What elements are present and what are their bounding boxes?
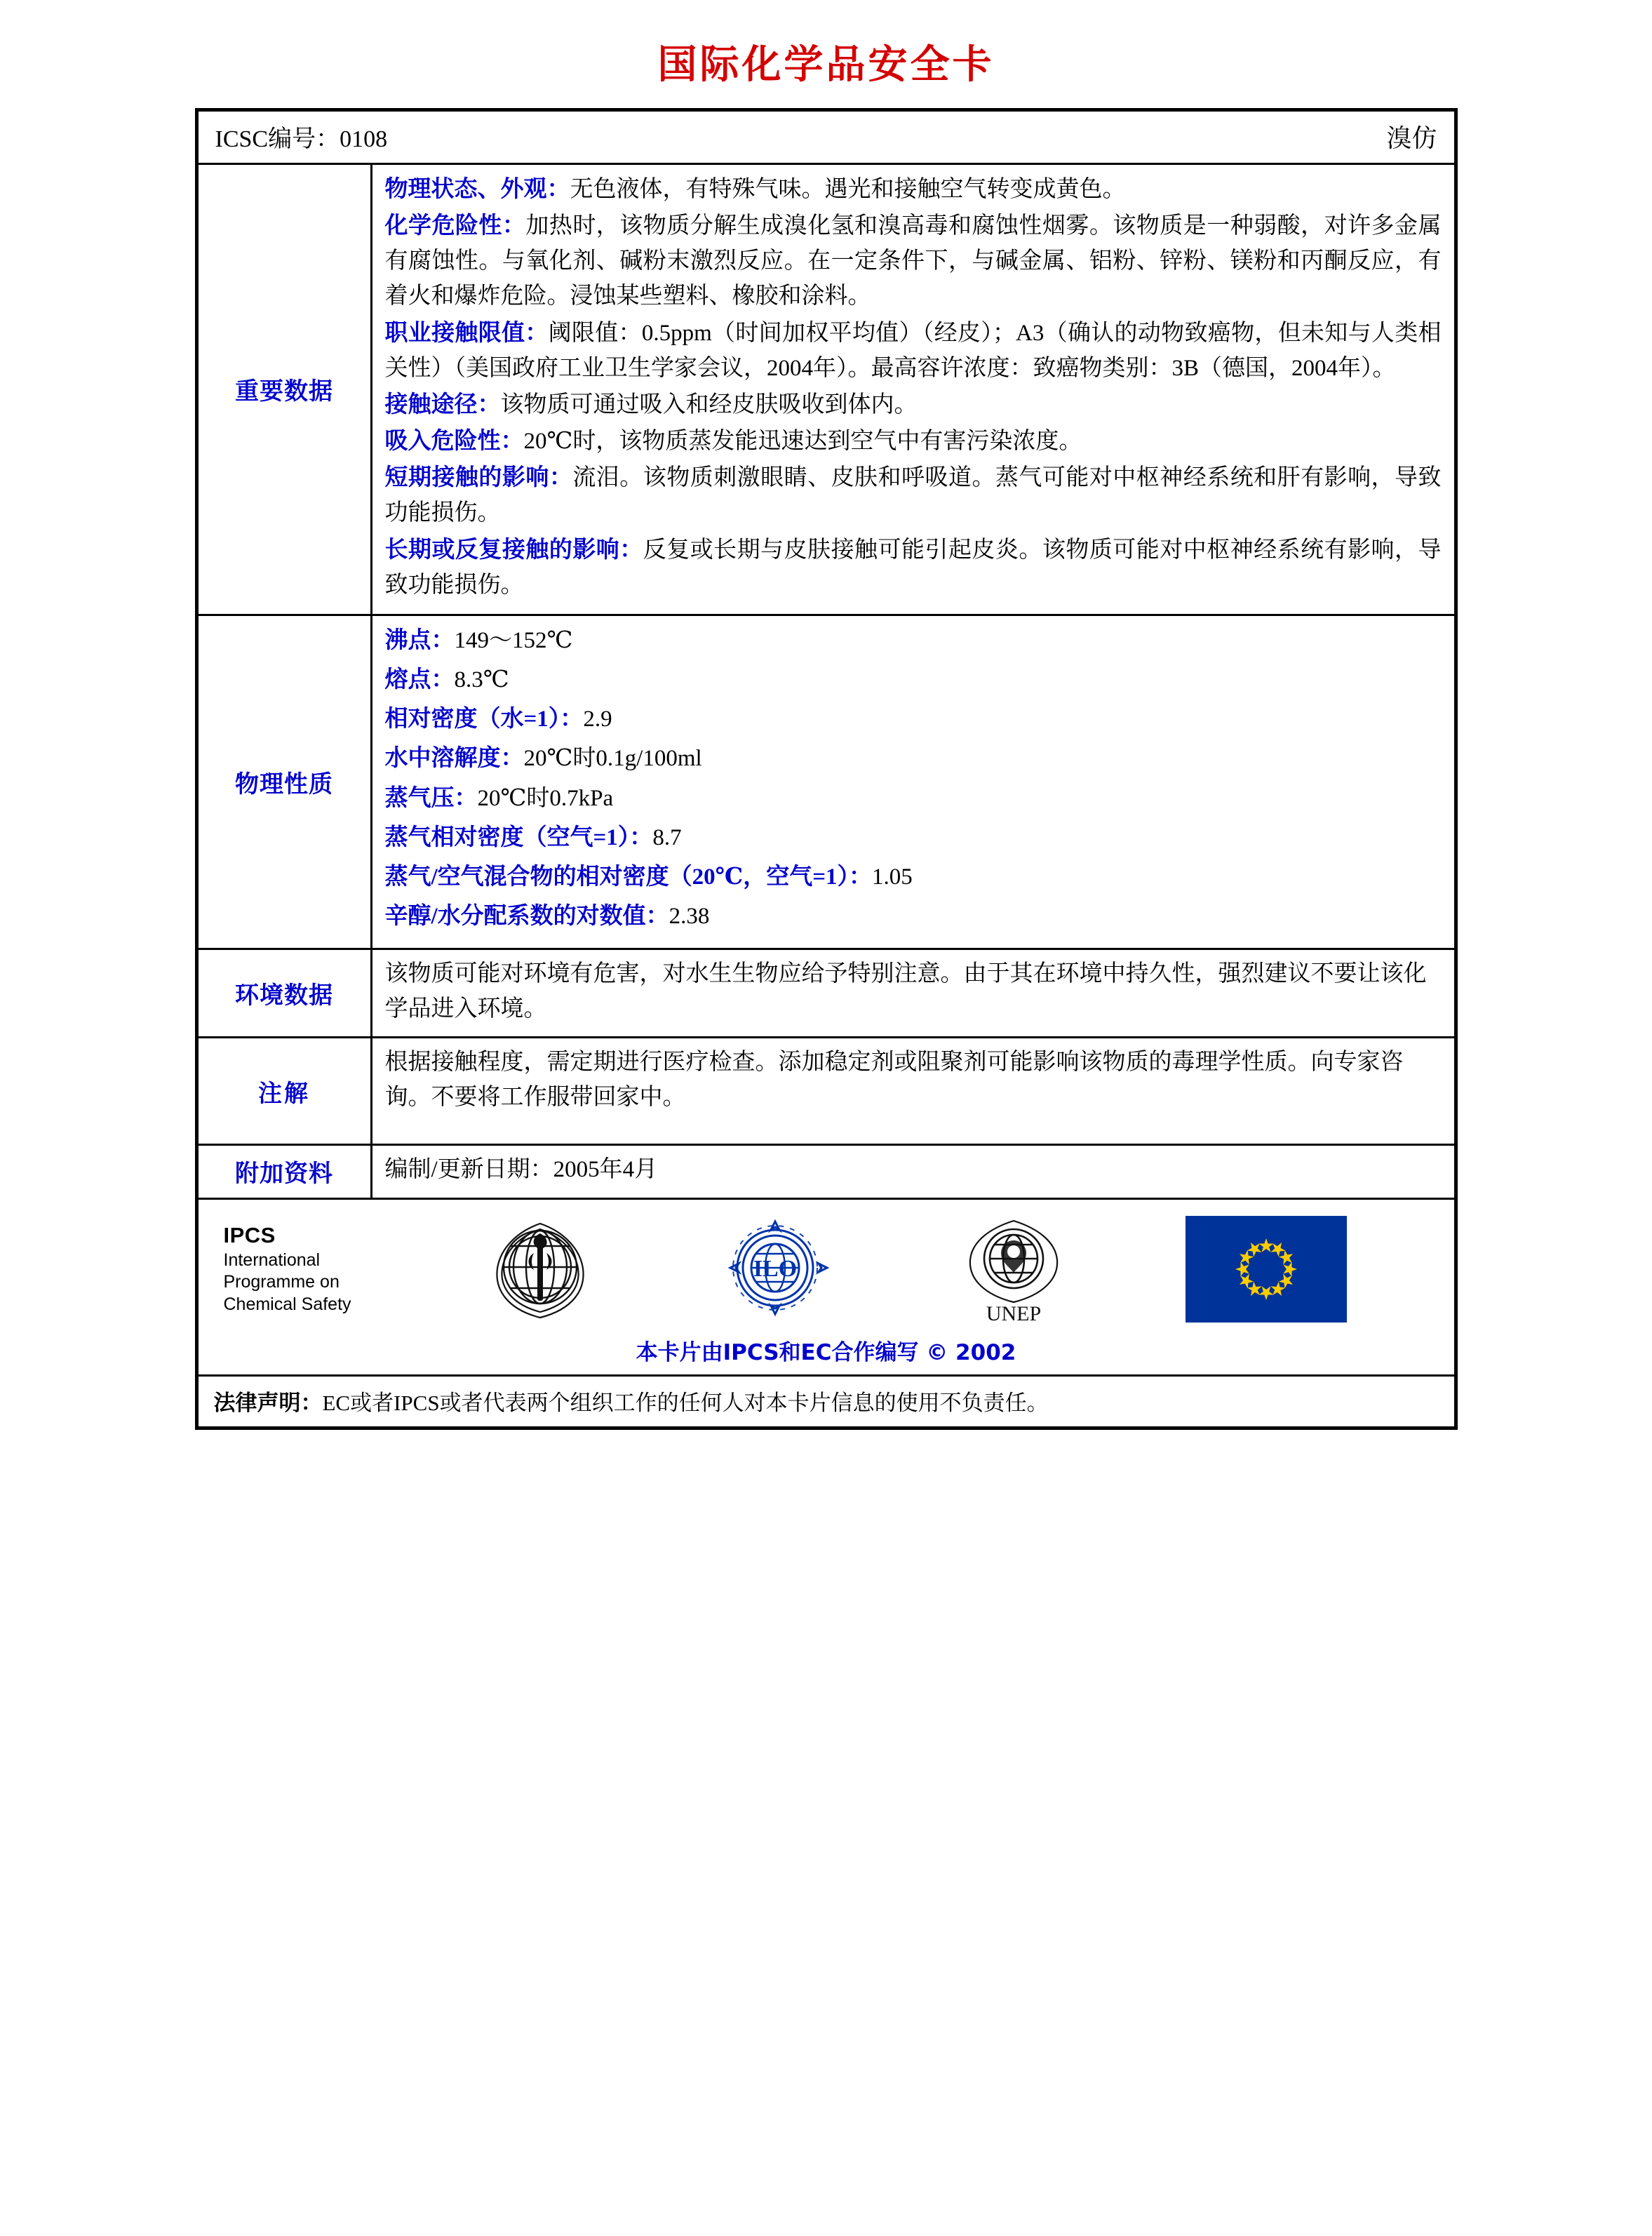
card-header [199, 112, 1454, 165]
ipcs-text-block [213, 1222, 423, 1316]
section-content-important-data [372, 165, 1454, 614]
entry-relative-vapour-density: 蒸气相对密度（空气=1）：8.7 [384, 824, 682, 850]
eu-flag [1186, 1216, 1347, 1323]
section-important-data [199, 165, 1454, 616]
unep-label: UNEP [986, 1301, 1042, 1325]
section-content-notes: 根据接触程度，需定期进行医疗检查。添加稳定剂或阻聚剂可能影响该物质的毒理学性质。向专家咨询。不要将工作服带回家中。 [384, 1050, 1404, 1110]
entry-boiling-point: 沸点：149～152℃ [384, 627, 573, 653]
entry-melting-point: 熔点：8.3℃ [384, 667, 509, 693]
entry-routes-of-exposure: 接触途径：该物质可通过吸入和经皮肤吸收到体内。 [384, 391, 918, 417]
safety-card [195, 108, 1458, 1430]
section-physical-properties [199, 616, 1454, 950]
unep-logo [943, 1210, 1084, 1329]
section-label-physical-properties: 物理性质 [199, 616, 372, 948]
ipcs-line-2: Programme on [223, 1272, 340, 1292]
svg-text:ILO: ILO [753, 1255, 798, 1282]
section-content-additional-information: 编制/更新日期：2005年4月 [384, 1157, 658, 1183]
section-label-notes: 注解 [199, 1038, 372, 1144]
section-label-important-data: 重要数据 [199, 165, 372, 614]
legal-label: 法律声明： [213, 1390, 323, 1415]
credit-line: 本卡片由IPCS和EC合作编写 © 2002 [636, 1339, 1016, 1365]
ipcs-line-3: Chemical Safety [223, 1294, 351, 1314]
section-environmental-data [199, 950, 1454, 1038]
entry-chemical-hazards: 化学危险性：加热时，该物质分解生成溴化氢和溴高毒和腐蚀性烟雾。该物质是一种弱酸，对许多金属有腐蚀性。与氧化剂、碱粉末激烈反应。在一定条件下，与碱金属、铝粉、锌粉、镁粉和丙酮反应，有着火和爆炸危险。浸蚀某些塑料、橡胶和涂料。 [384, 213, 1442, 309]
ipcs-abbr: IPCS [223, 1223, 276, 1248]
substance-name: 溴仿 [1386, 124, 1437, 152]
entry-vapour-air-mixture-density: 蒸气/空气混合物的相对密度（20℃，空气=1）：1.05 [384, 864, 913, 890]
legal-notice [199, 1377, 1454, 1426]
icsc-number: 0108 [340, 126, 388, 152]
entry-inhalation-risk: 吸入危险性：20℃时，该物质蒸发能迅速达到空气中有害污染浓度。 [384, 429, 1082, 455]
icsc-label: ICSC编号： [215, 126, 340, 152]
footer-logos-row [199, 1200, 1454, 1377]
section-notes [199, 1038, 1454, 1146]
icsc-number-block [215, 119, 388, 154]
section-content-physical-properties [372, 616, 1454, 948]
entry-vapour-pressure: 蒸气压：20℃时0.7kPa [384, 785, 614, 811]
section-content-environmental-data: 该物质可能对环境有危害，对水生生物应给予特别注意。由于其在环境中持久性，强烈建议不要让该化学品进入环境。 [384, 961, 1427, 1022]
page-title: 国际化学品安全卡 [657, 42, 995, 88]
entry-physical-state: 物理状态、外观：无色液体，有特殊气味。遇光和接触空气转变成黄色。 [384, 177, 1126, 202]
entry-water-solubility: 水中溶解度：20℃时0.1g/100ml [384, 746, 702, 772]
entry-relative-density: 相对密度（水=1）：2.9 [384, 707, 612, 732]
entry-long-term-effects: 长期或反复接触的影响：反复或长期与皮肤接触可能引起皮炎。该物质可能对中枢神经系统有影响，导致功能损伤。 [384, 537, 1442, 598]
legal-text: EC或者IPCS或者代表两个组织工作的任何人对本卡片信息的使用不负责任。 [322, 1390, 1049, 1415]
section-label-environmental-data: 环境数据 [199, 950, 372, 1036]
entry-short-term-effects: 短期接触的影响：流泪。该物质刺激眼睛、皮肤和呼吸道。蒸气可能对中枢神经系统和肝有影响，导致功能损伤。 [384, 465, 1442, 526]
entry-octanol-water-coefficient: 辛醇/水分配系数的对数值：2.38 [384, 903, 710, 929]
ilo-logo [709, 1213, 842, 1325]
section-additional-information [199, 1146, 1454, 1200]
ipcs-line-1: International [223, 1250, 321, 1271]
entry-occupational-limits: 职业接触限值：阈限值：0.5ppm（时间加权平均值）（经皮）；A3（确认的动物致癌物，但未知与人类相关性）（美国政府工业卫生学家会议，2004年）。最高容许浓度：致癌物类别：3B（德国，2004年）。 [384, 320, 1442, 381]
who-logo [474, 1211, 607, 1327]
section-label-additional-information: 附加资料 [199, 1146, 372, 1198]
